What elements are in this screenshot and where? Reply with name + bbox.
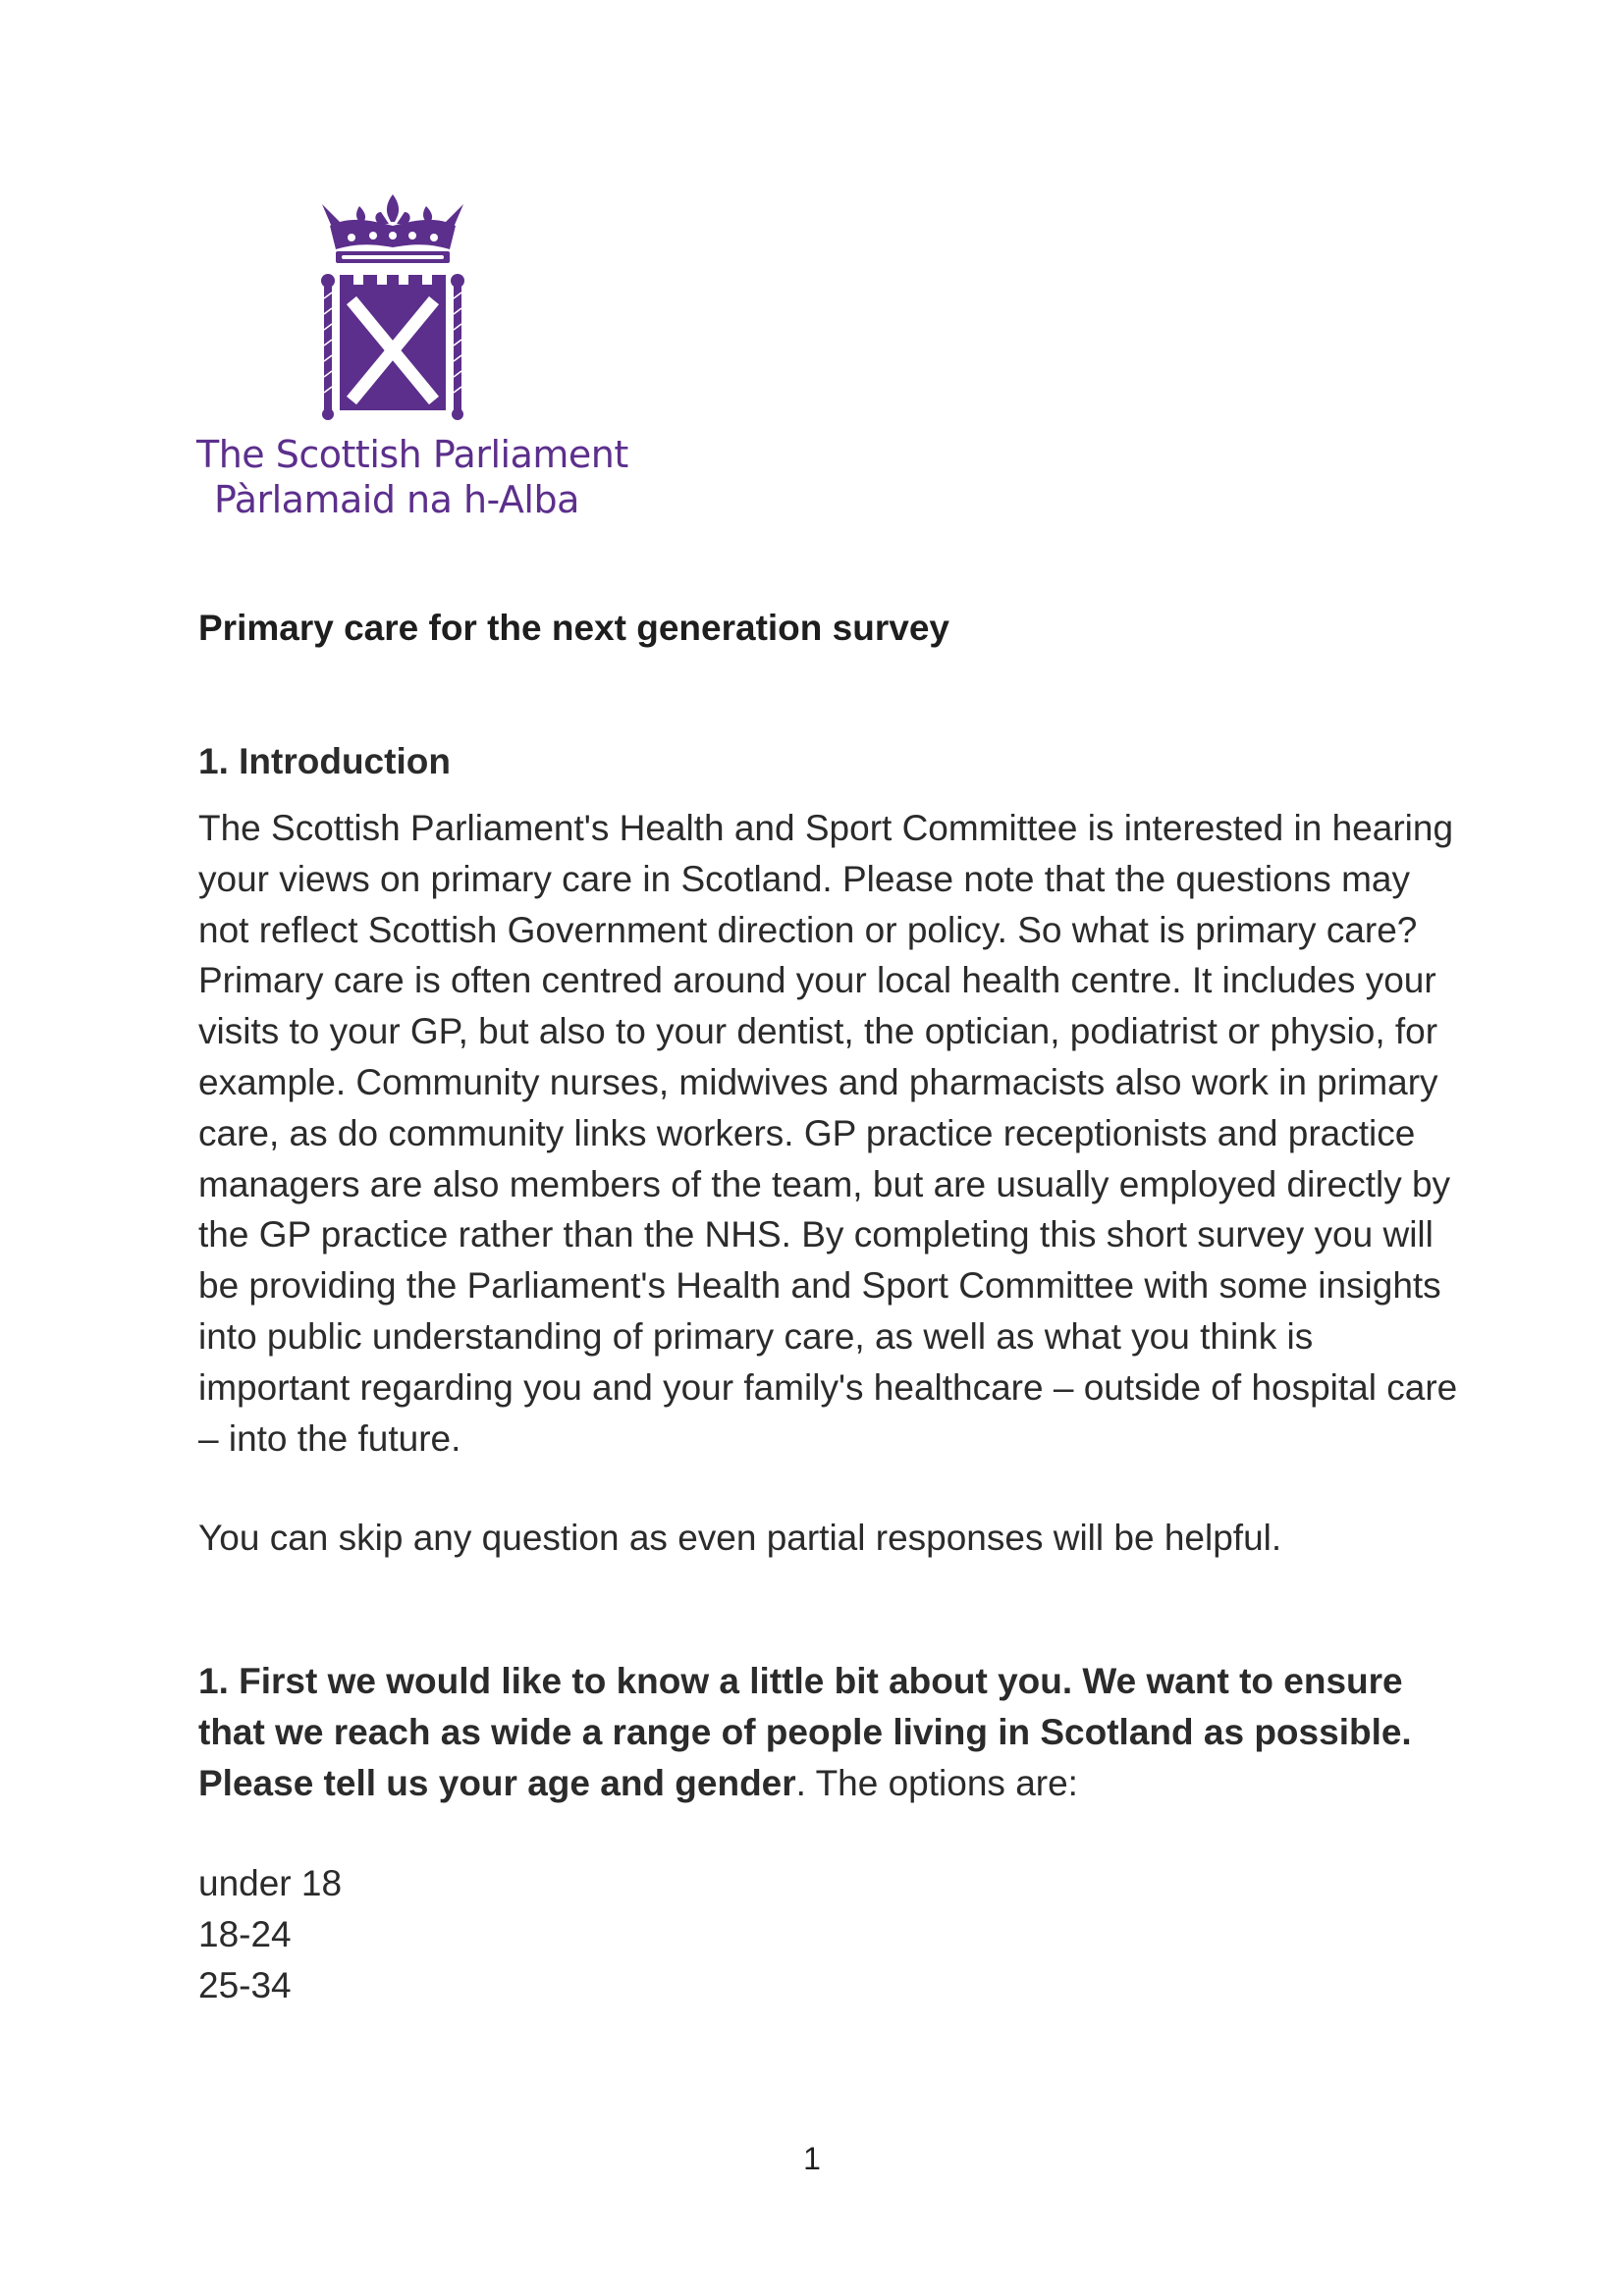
list-item: under 18 <box>198 1863 343 1904</box>
section-heading-introduction: 1. Introduction <box>198 741 451 781</box>
question-1-plain-text: . The options are: <box>795 1763 1078 1804</box>
skip-note: You can skip any question as even partial responses will be helpful. <box>198 1518 1282 1559</box>
document-body <box>198 603 1465 2011</box>
list-item: 18-24 <box>198 1914 292 1955</box>
question-1-bold-text: 1. First we would like to know a little bit about you. We want to ensure that we reach as wide a range of people living in Scotland as possible. Please tell us your age and gender <box>198 1661 1412 1804</box>
logo-name-english: The Scottish Parliament <box>196 433 628 476</box>
logo-name-gaelic: Pàrlamaid na h-Alba <box>214 478 579 521</box>
scottish-parliament-crest-icon <box>320 192 465 420</box>
question-1 <box>198 1656 1465 1809</box>
page-number: 1 <box>803 2141 821 2176</box>
parliament-logo <box>196 192 628 526</box>
logo-wordmark <box>196 432 628 522</box>
age-options-list <box>198 1858 1465 2011</box>
document-title: Primary care for the next generation survey <box>198 608 949 648</box>
introduction-paragraph: The Scottish Parliament's Health and Sport Committee is interested in hearing your views on primary care in Scotland. Please note that the questions may not reflect Scottish Government direction or policy. So what is primary care? Primary care is often centred around your local health centre. It includes your visits to your GP, but also to your dentist, the optician, podiatrist or physio, for example. Community nurses, midwives and pharmacists also work in primary care, as do community links workers. GP practice receptionists and practice managers are also members of the team, but are usually employed directly by the GP practice rather than the NHS. By completing this short survey you will be providing the Parliament's Health and Sport Committee with some insights into public understanding of primary care, as well as what you think is important regarding you and your family's healthcare – outside of hospital care – into the future. <box>198 808 1458 1459</box>
list-item: 25-34 <box>198 1965 292 2006</box>
